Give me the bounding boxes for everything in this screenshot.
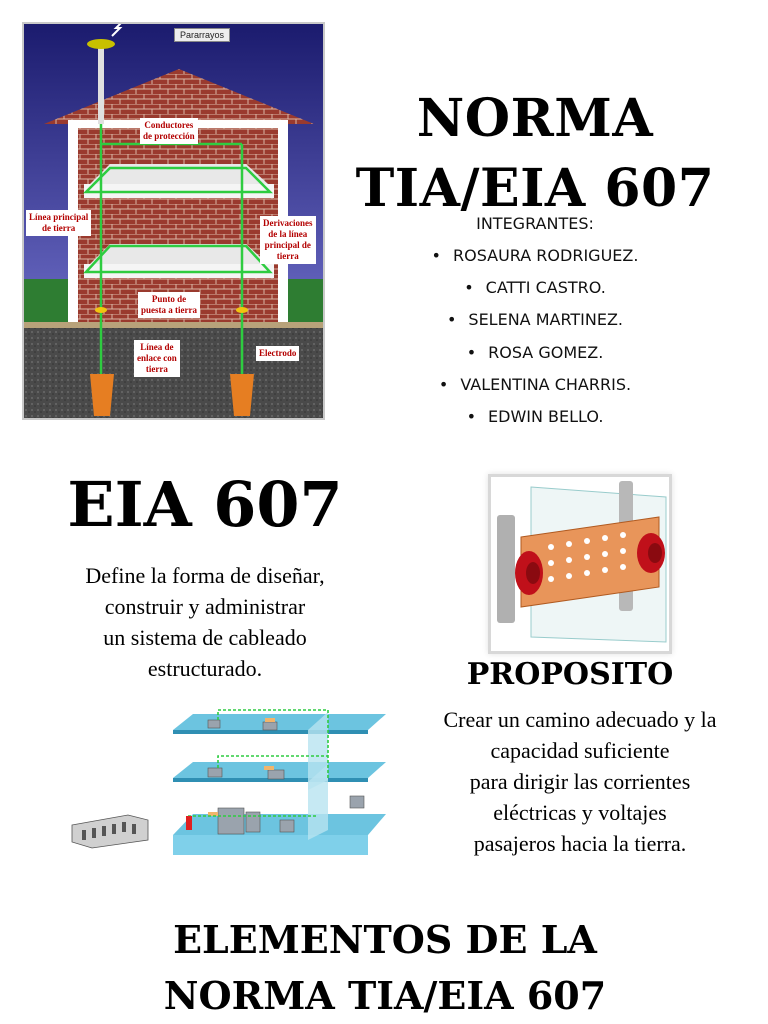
main-title-line1: NORMA	[416, 88, 654, 149]
label-derivaciones: Derivaciones de la línea principal de tierra	[260, 216, 316, 264]
eia-title: EIA 607	[67, 468, 343, 541]
integrantes-heading: INTEGRANTES:	[476, 214, 594, 233]
label-electrodo: Electrodo	[256, 346, 299, 361]
eia-description: Define la forma de diseñar, construir y administrar un sistema de cableado estructurado.	[85, 563, 325, 681]
label-conductores: Conductores de protección	[140, 118, 198, 144]
list-item: • ROSA GOMEZ.	[380, 337, 690, 369]
label-punto-puesta-tierra: Punto de puesta a tierra	[138, 292, 200, 318]
proposito-description: Crear un camino adecuado y la capacidad suficiente para dirigir las corrientes eléctricas y voltajes pasajeros hacia la tierra.	[443, 707, 717, 856]
list-item: • CATTI CASTRO.	[380, 272, 690, 304]
building-illustration	[68, 690, 388, 858]
elementos-title-line2: NORMA TIA/EIA 607	[163, 973, 607, 1018]
integrantes-list	[380, 240, 690, 433]
main-title-line2: TIA/EIA 607	[355, 158, 715, 219]
list-item: • SELENA MARTINEZ.	[380, 304, 690, 336]
busbar-illustration	[491, 477, 669, 651]
house-grounding-diagram	[22, 22, 325, 420]
list-item: • VALENTINA CHARRIS.	[380, 369, 690, 401]
label-pararrayos: Pararrayos	[174, 28, 230, 42]
list-item: • EDWIN BELLO.	[380, 401, 690, 433]
proposito-title: PROPOSITO	[466, 657, 674, 692]
integrantes-section	[380, 212, 690, 433]
label-linea-enlace: Línea de enlace con tierra	[134, 340, 180, 377]
list-item: • ROSAURA RODRIGUEZ.	[380, 240, 690, 272]
grounding-busbar-image	[488, 474, 672, 654]
building-grounding-diagram	[68, 690, 388, 858]
elementos-title-line1: ELEMENTOS DE LA	[173, 917, 597, 962]
main-title	[320, 84, 750, 224]
label-linea-principal: Línea principal de tierra	[26, 210, 91, 236]
elementos-title	[60, 912, 710, 1024]
